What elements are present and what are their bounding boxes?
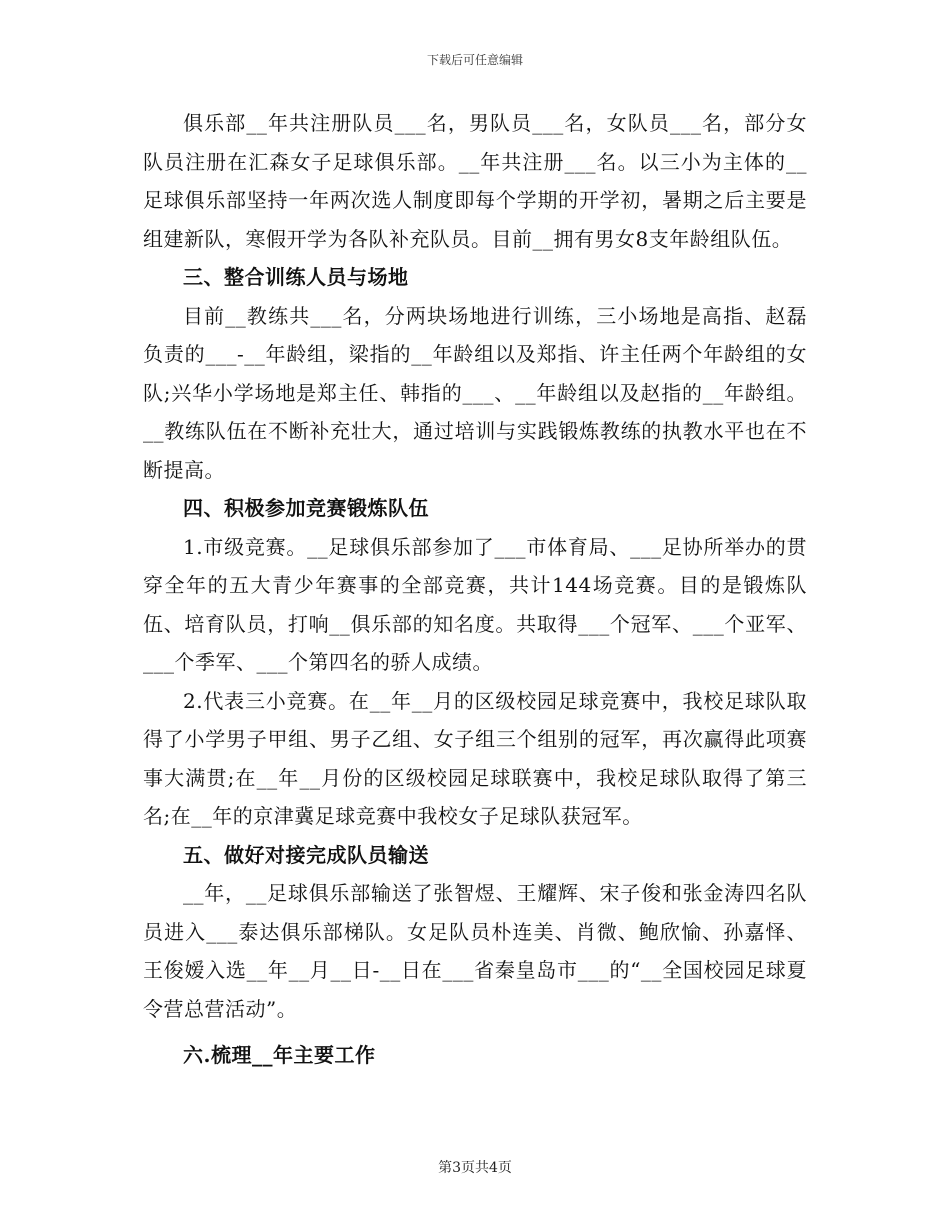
page-header: 下载后可任意编辑	[426, 53, 523, 67]
paragraph-school-competition: 2.代表三小竞赛。在__年__月的区级校园足球竞赛中，我校足球队取得了小学男子甲组、男子乙组、女子组三个组别的冠军，再次赢得此项赛事大满贯;在__年__月份的区级校园足球联赛中，我校足球队取得了第三名;在__年的京津冀足球竞赛中我校女子足球队获冠军。	[143, 688, 807, 828]
page-footer: 第3页共4页	[438, 1160, 512, 1176]
paragraph-player-transfer: __年，__足球俱乐部输送了张智煜、王耀辉、宋子俊和张金涛四名队员进入___泰达俱乐部梯队。女足队员朴连美、肖微、鲍欣愉、孙嘉怿、王俊嫒入选__年__月__日-__日在___省秦皇岛市___的“__全国校园足球夏令营总营活动”。	[143, 881, 807, 1021]
paragraph-club-registration: 俱乐部__年共注册队员___名，男队员___名，女队员___名，部分女队员注册在汇森女子足球俱乐部。__年共注册___名。以三小为主体的__足球俱乐部坚持一年两次选人制度即每个学期的开学初，暑期之后主要是组建新队，寒假开学为各队补充队员。目前__拥有男女8支年龄组队伍。	[143, 111, 807, 251]
section-heading-5: 五、做好对接完成队员输送	[183, 842, 429, 867]
document-body	[143, 104, 807, 1075]
section-heading-3: 三、整合训练人员与场地	[183, 265, 409, 289]
paragraph-city-competition: 1.市级竞赛。__足球俱乐部参加了___市体育局、___足协所举办的贯穿全年的五大青少年赛事的全部竞赛，共计144场竞赛。目的是锻炼队伍、培育队员，打响__俱乐部的知名度。共取得___个冠军、___个亚军、___个季军、___个第四名的骄人成绩。	[143, 534, 807, 674]
section-heading-4: 四、积极参加竞赛锻炼队伍	[183, 496, 429, 520]
section-heading-6: 六.梳理__年主要工作	[183, 1043, 376, 1067]
paragraph-coaches-venues: 目前__教练共___名，分两块场地进行训练，三小场地是高指、赵磊负责的___-__年龄组，梁指的__年龄组以及郑指、许主任两个年龄组的女队;兴华小学场地是郑主任、韩指的___、__年龄组以及赵指的__年龄组。__教练队伍在不断补充壮大，通过培训与实践锻炼教练的执教水平也在不断提高。	[143, 303, 807, 482]
